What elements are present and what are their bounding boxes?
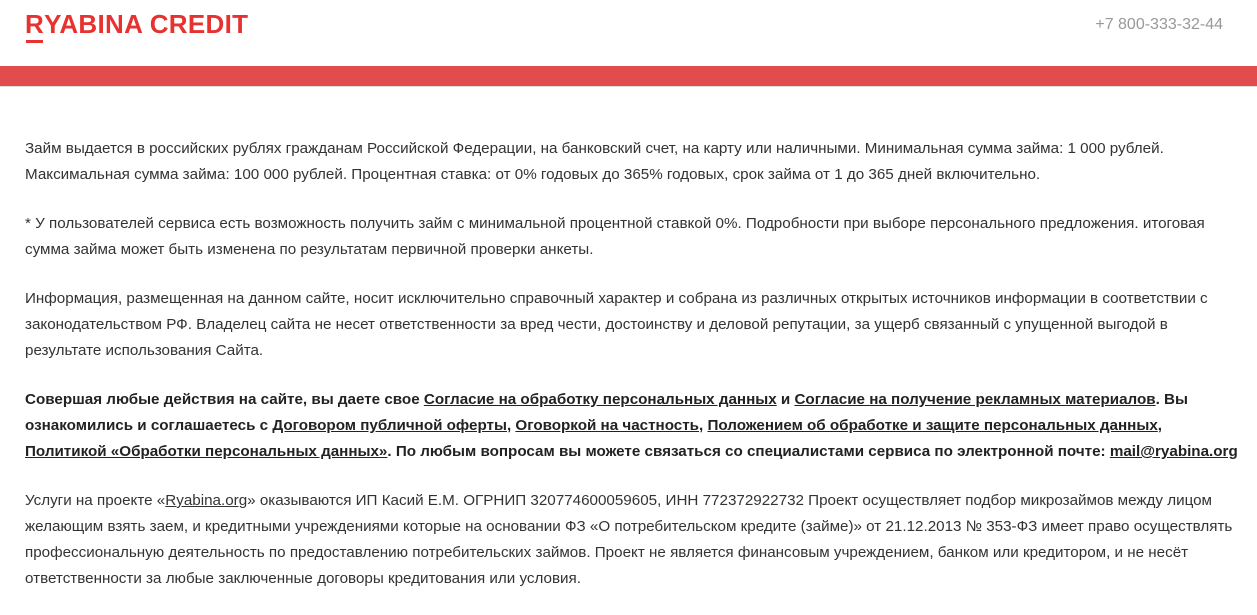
logo[interactable] <box>25 8 248 40</box>
personal-data-consent-link[interactable]: Согласие на обработку персональных данных <box>423 391 777 408</box>
zero-rate-note: * У пользователей сервиса есть возможность получить займ с минимальной процентной ставкой 0%. Подробности при выборе персонального предложения. итоговая сумма займа может быть изменена по результатам первичной проверки анкеты. <box>25 215 1205 258</box>
info-disclaimer-paragraph: Информация, размещенная на данном сайте, носит исключительно справочный характер и собрана из различных открытых источников информации в соответствии с законодательством РФ. Владелец сайта не несет ответственности за вред чести, достоинству и деловой репутации, за ущерб связанный с упущенной выгодой в результате использования Сайта. <box>25 290 1208 359</box>
privacy-policy-link[interactable]: Политикой «Обработки персональных данных» <box>25 443 388 460</box>
phone-number[interactable]: +7 800-333-32-44 <box>1095 16 1223 33</box>
consent-text: , <box>1157 417 1163 434</box>
consent-paragraph <box>25 387 1240 465</box>
consent-text: . По любым вопросам вы можете связаться со специалистами сервиса по электронной почте: <box>387 443 1110 460</box>
data-protection-regulation-link[interactable]: Положением об обработке и защите персональных данных <box>707 417 1158 434</box>
email-link[interactable]: mail@ryabina.org <box>1109 443 1238 460</box>
legal-text: Услуги на проекте « <box>25 492 166 509</box>
consent-text: , <box>699 417 708 434</box>
header-band <box>0 66 1257 87</box>
legal-entity-paragraph <box>25 488 1240 592</box>
legal-text: » оказываются ИП Касий Е.М. ОГРНИП 320774600059605, ИНН 772372922732 Проект осуществляет подбор микрозаймов между лицом желающим взять заем, и кредитными учреждениями которые на основании ФЗ «О потребительском кредите (займе)» от 21.12.2013 № 353-ФЗ имеет право осуществлять профессиональную деятельность по предоставлению потребительских займов. Проект не является финансовым учреждением, банком или кредитором, и не несёт ответственности за любые заключенные договоры кредитования или условия. <box>25 492 1233 587</box>
public-offer-link[interactable]: Договором публичной оферты <box>272 417 507 434</box>
disclaimer-content <box>25 136 1240 615</box>
consent-text: . Вы ознакомились и соглашаетесь с <box>25 391 1188 434</box>
consent-text: и <box>776 391 795 408</box>
logo-initial: R <box>25 9 45 39</box>
site-link[interactable]: Ryabina.org <box>165 492 248 509</box>
logo-text: YABINA CREDIT <box>44 9 249 39</box>
site-header <box>0 0 1257 66</box>
consent-text: , <box>506 417 516 434</box>
disclaimer-link[interactable]: Оговоркой на частность <box>515 417 700 434</box>
loan-terms-paragraph: Займ выдается в российских рублях гражданам Российской Федерации, на банковский счет, на карту или наличными. Минимальная сумма займа: 1 000 рублей. Максимальная сумма займа: 100 000 рублей. Процентная ставка: от 0% годовых до 365% годовых, срок займа от 1 до 365 дней включительно. <box>25 140 1164 183</box>
ads-consent-link[interactable]: Согласие на получение рекламных материалов <box>794 391 1156 408</box>
consent-text: Совершая любые действия на сайте, вы даете свое <box>25 391 424 408</box>
